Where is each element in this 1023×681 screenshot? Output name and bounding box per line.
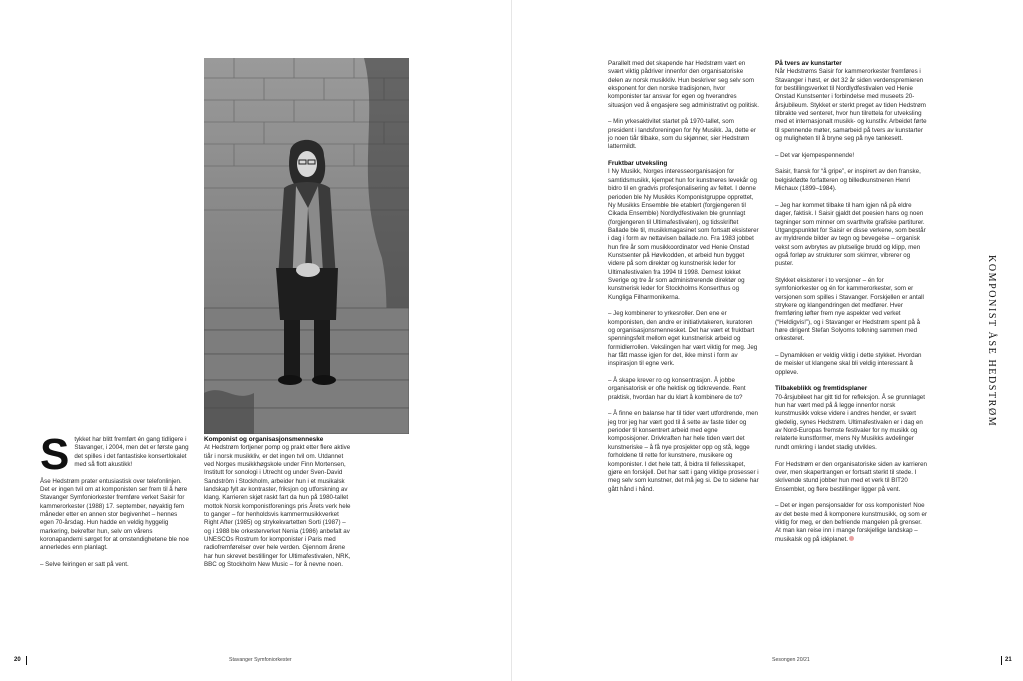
page-number-left: 20: [14, 657, 21, 663]
right-column-1: [608, 60, 760, 502]
body-paragraph: – Jeg har kommet tilbake til ham igjen nå på eldre dager, faktisk. I Saisir gjaldt det poesien hans og noen tegninger som minner om svarthvite grafiske partiturer. Utgangspunktet for Saisir er disse verkene, som består av myldrende bilder av tegn og bevegelse – organisk vekst som avbrytes av plutselige brudd og klipp, men også forløp av strukturer som skimrer, vibrerer og puster.: [775, 201, 926, 268]
body-paragraph: Parallelt med det skapende har Hedstrøm vært en svært viktig pådriver innenfor den organisatoriske delen av norsk musikkliv. Hun beskriver seg selv som eksponent for den norske tradisjonen, hvor komponister tar ansvar for egen og hverandres situasjon ved å engasjere seg administrativt og politisk.: [608, 60, 759, 109]
section-heading: Fruktbar utveksling: [608, 160, 668, 168]
body-paragraph: I Ny Musikk, Norges interesseorganisasjon for samtidsmusikk, kjempet hun for kunstneres levekår og bidro til en gradvis profesjonalisering av feltet. I denne perioden ble Ny Musikks Komponistgruppe opprettet, Ny Musikks Ensemble ble etablert (forgjengeren til Cikada Ensemble) Nordlydfestivalen ble grunnlagt (forgjengeren til Ultimafestivalen), og tidsskriftet Ballade ble til, musikkmagasinet som fortsatt eksisterer i dag i form av nettavisen ballade.no. Fra 1983 jobbet hun fire år som musikkoordinator ved Henie Onstad Kunstsenter på Høvikodden, et arbeid hun bygget videre på som direktør og kunstnerisk leder for Ultimafestivalen fra 1994 til 1998. Dernest lokket Sverige og tre år som administrerende direktør og kunstnerisk leder for Stockholms Konserthus og Kungliga Filharmonikerna.: [608, 168, 759, 301]
body-paragraph: – Min yrkesaktivitet startet på 1970-tallet, som president i landsforeningen for Ny Musikk. Ja, dette er jo noen tiår tilbake, som du skjønner, sier Hedstrøm lattermildt.: [608, 118, 756, 151]
body-paragraph: – Jeg kombinerer to yrkesroller. Den ene er komponisten, den andre er initiativtakeren, kuratoren og organisasjonsmennesket. Det har vært et fruktbart spenningsfelt mellom eget kunstnerisk arbeid og formidlerrollen. Vekslingen har vært viktig for meg. Jeg har fått masse igjen for det, ikke minst i form av inspirasjon til egne verk.: [608, 310, 758, 368]
dropcap: S: [40, 430, 70, 479]
body-paragraph: Når Hedstrøms Saisir for kammerorkester fremføres i Stavanger i høst, er det 32 år siden verdenspremieren for bestillingsverket til Nordlydfestivalen ved Henie Onstad Kunstsenter i forbindelse med museets 20-årsjubileum. Stykket er sterkt preget av tiden Hedstrøm tilbrakte ved senteret, hvor hun tilrettela for utveksling med et internasjonalt musikk- og kunstliv. Arbeidet førte til spennende møter, samarbeid på tvers av kunstarter og muligheten til å bryne seg på nye tankesett.: [775, 68, 927, 143]
portrait-photo-graphic: [204, 58, 409, 434]
vertical-article-title: KOMPONIST ÅSE HEDSTRØM: [986, 255, 997, 428]
section-heading: På tvers av kunstarter: [775, 60, 842, 67]
body-paragraph: Stykket eksisterer i to versjoner – én for symfoniorkester og én for kammerorkester, som er versjonen som spilles i Stavanger. Forskjellen er antall strykere og klangendringen det medfører. Hver fremføring løfter frem nye aspekter ved verket (“Heldigvis!”), og i Stavanger er Hedstrøm spent på å høre dirigent Stefan Solyoms tolkning sammen med orkesteret.: [775, 276, 924, 343]
intro-column: [40, 430, 190, 578]
right-page: [512, 0, 1023, 681]
body-paragraph: – Å finne en balanse har til tider vært utfordrende, men jeg tror jeg har vært god til å sette av faste tider og perioder til konsentrert arbeid med egne komposisjoner. Drivkraften har hele tiden vært det kunstneriske – å få nye prosjekter opp og stå, legge forholdene til rette for kunstnere, musikere og komponister. I det hele tatt, å bidra til fellesskapet, gjøre en forskjell. Det har satt i gang viktige prosesser i meg selv som kunstner, det må jeg si. De to sidene har gått hånd i hånd.: [608, 410, 759, 493]
intro-paragraph-1: Åse Hedstrøm prater entusiastisk over telefonlinjen. Det er ingen tvil om at komponisten ser frem til å høre Stavanger Symfoniorkester fremføre verket Saisir for kammerorkester (1988) 17. september, nøyaktig fem måneder etter en annen stor begivenhet – hennes egen 70-årsdag. Hun hadde en veldig hyggelig markering, bekrefter hun, selv om vårens koronapandemi sørget for at omstendighetene ble noe annerledes enn planlagt.: [40, 477, 189, 552]
composer-column: [204, 436, 354, 578]
body-paragraph: – Det er ingen pensjonsalder for oss komponister! Noe av det beste med å komponere kunstmusikk, og som er viktig for meg, er den befriende mangelen på grenser. At man kan reise inn i mange forskjellige landskap – musikalsk og på idéplanet.: [775, 502, 928, 543]
section-heading-komponist: Komponist og organisasjonsmenneske: [204, 436, 324, 443]
intro-lead-text: tykket har blitt fremført én gang tidligere i Stavanger, i 2004, men det er første gang det spilles i det fantastiske konsertlokalet med så flott akustikk!: [74, 436, 189, 469]
end-of-article-mark: [849, 536, 854, 541]
body-paragraph: – Dynamikken er veldig viktig i dette stykket. Hvordan de meisler ut klangene skal bli veldig interessant å oppleve.: [775, 352, 922, 376]
right-column-2: [775, 60, 927, 552]
portrait-photo: [204, 58, 409, 434]
intro-lead-paragraph: [40, 430, 190, 479]
folio-bar-left: [26, 656, 27, 665]
body-paragraph: – Å skape krever ro og konsentrasjon. Å jobbe organisatorisk er ofte hektisk og tidkrevende. Rent praktisk, hvordan har du klart å kombinere de to?: [608, 377, 746, 401]
page-number-right: 21: [1005, 657, 1012, 663]
composer-paragraph: At Hedstrøm fortjener pomp og prakt etter flere aktive tiår i norsk musikkliv, er det ingen tvil om. Utdannet ved Norges musikkhøgskole under Finn Mortensen, Institutt for sonologi i Utrecht og under Sven-David Sandström i Stockholm, arbeider hun i et musikalsk landskap fylt av kontraster, friksjon og utforskning av klang. Karrieren skjøt raskt fart da hun på 1980-tallet mottok Norsk komponistforenings pris Årets verk hele to ganger – for henholdsvis kammermusikkverket Right After (1985) og strykekvartetten Sorti (1987) – og i 1988 ble orkesterverket Nenia (1986) anbefalt av UNESCOs Rostrum for komponister i Paris med radiofremførelser over hele verden. Gjennom årene har hun skrevet bestillinger for Ultimafestivalen, NRK, BBC og Stockholm New Music – for å nevne noen.: [204, 444, 351, 569]
left-page: [0, 0, 511, 681]
footer-left: Stavanger Symfoniorkester: [229, 657, 292, 663]
body-paragraph: For Hedstrøm er den organisatoriske siden av karrieren over, men skapertrangen er fortsatt sterkt til stede. I skrivende stund jobber hun med et verk til BIT20 Ensemblet, og flere bestillinger ligger på vent.: [775, 460, 927, 493]
section-heading: Tilbakeblikk og fremtidsplaner: [775, 385, 868, 393]
folio-bar-right: [1001, 656, 1002, 665]
footer-right: Sesongen 20/21: [772, 657, 810, 663]
body-paragraph: Saisir, fransk for “å gripe”, er inspirert av den franske, belgiskfødte forfatteren og billedkunstneren Henri Michaux (1899–1984).: [775, 168, 921, 193]
intro-paragraph-2: – Selve feiringen er satt på vent.: [40, 561, 129, 569]
body-paragraph: – Det var kjempespennende!: [775, 151, 855, 159]
body-paragraph: 70-årsjubileet har gitt tid for refleksjon. Å se grunnlaget hun har vært med på å legge innenfor norsk kunstmusikk vokse videre i andres hender, er svært gledelig, synes Hedstrøm. Ultimafestivalen er i dag en av Nord-Europas fremste festivaler for ny musikk og relaterte kunstformer, mens Ny Musikks avdelinger rundt omkring i landet stadig utvikles.: [775, 393, 925, 451]
